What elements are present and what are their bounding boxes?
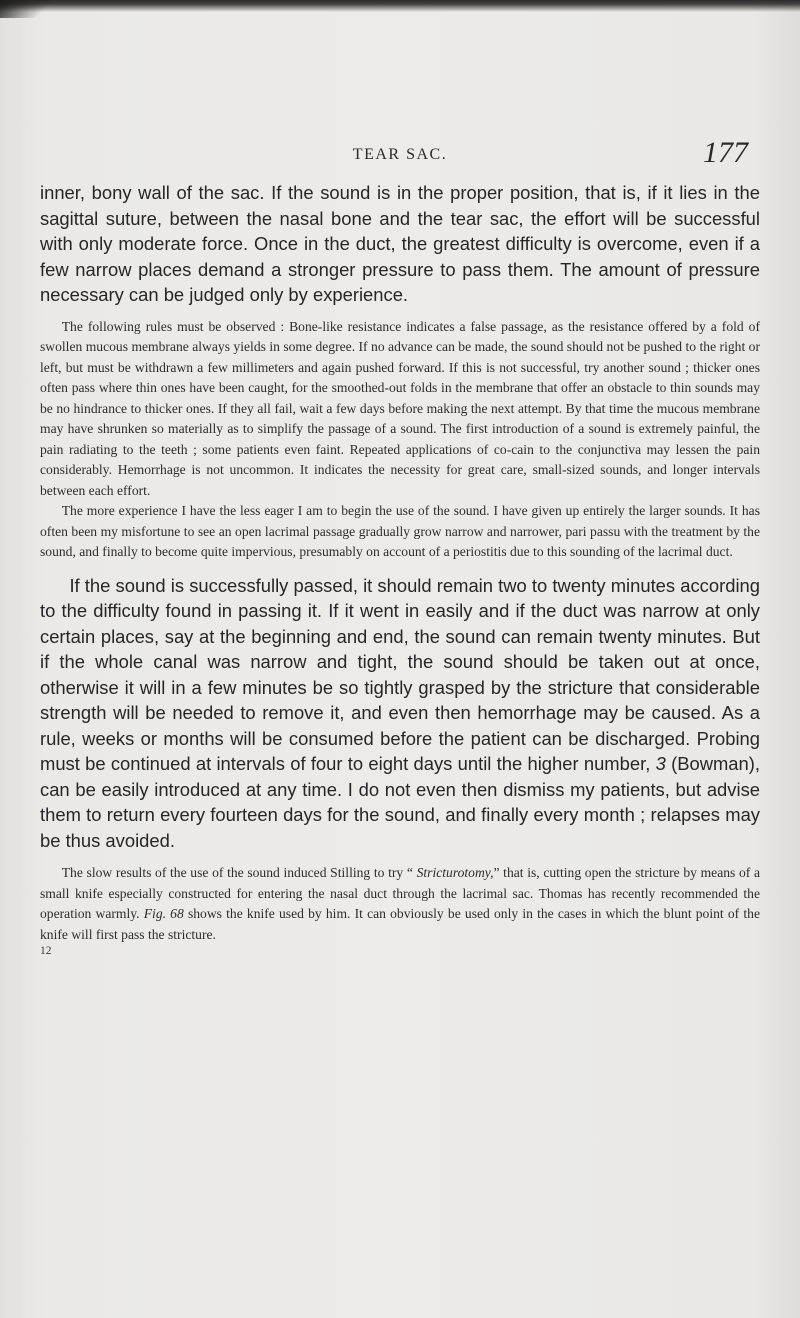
scan-edge-shadow (0, 0, 800, 12)
figure-reference: Fig. 68 (143, 906, 184, 921)
sound-number: 3 (655, 753, 666, 774)
signature-mark: 12 (40, 945, 52, 957)
paragraph-main-2-text-a: If the sound is successfully passed, it should remain two to twenty minutes according to the difficulty found in passing it. If it went in easily and if the duct was narrow at only certain places, say at the beginning and end, the sound can remain twenty minutes. But if the whole canal was narrow and tight, the sound should be taken out at once, otherwise it will in a few minutes be so tightly grasped by the stricture that considerable strength will be needed to remove it, and even then hemorrhage may be caused. As a rule, weeks or months will be consumed before the patient can be discharged. Probing must be continued at intervals of four to eight days until the higher number, (40, 574, 760, 774)
scan-corner-shadow (0, 0, 60, 18)
paragraph-small-1: The following rules must be observed : Bone-like resistance indicates a false passage, as the resistance offered by a fold of swollen mucous membrane always yields in some degree. If no advance can be made, the sound should not be pushed to the right or left, but must be withdrawn a few millimeters and again pushed forward. If this is not successful, try another sound ; thicker ones often pass where thin ones have been caught, for the smoothed-out folds in the membrane that offer an obstacle to thin sounds may be no hindrance to thicker ones. If they all fail, wait a few days before making the next attempt. By that time the mucous membrane may have shrunken so materially as to simplify the passage of a sound. The first introduction of a sound is extremely painful, the pain radiating to the teeth ; some patients even faint. Repeated applications of co-cain to the conjunctiva may lessen the pain considerably. Hemorrhage is not uncommon. It indicates the necessity for great care, small-sized sounds, and longer intervals between each effort. (40, 318, 760, 498)
stricturotomy-term: Stricturotomy, (416, 865, 494, 880)
page-header (40, 134, 760, 169)
paragraph-small-3-text-c: shows the knife used by him. It can obviously be used only in the cases in which the blunt point of the knife will first pass the stricture. (40, 906, 760, 942)
paragraph-small-3-text-a: The slow results of the use of the sound induced Stilling to try “ (61, 865, 417, 880)
running-title: TEAR SAC. (352, 146, 448, 163)
paragraph-main-2 (40, 573, 760, 854)
page-content (40, 180, 760, 957)
paragraph-small-3-text-b: ” that is, cutting open the stricture by means of a small knife especially constructed for entering the nasal duct through the lacrimal sac. Thomas has recently recommended the operation warmly. (40, 865, 760, 921)
paragraph-main-1: inner, bony wall of the sac. If the sound is in the proper position, that is, if it lies in the sagittal suture, between the nasal bone and the tear sac, the effort will be successful with only moderate force. Once in the duct, the greatest difficulty is overcome, even if a few narrow places demand a stronger pressure to pass them. The amount of pressure necessary can be judged only by experience. (40, 182, 760, 305)
paragraph-main-2-text-b: (Bowman), can be easily introduced at any time. I do not even then dismiss my patients, but advise them to return every fourteen days for the sound, and finally every month ; relapses may be thus avoided. (40, 753, 760, 851)
page-number: 177 (703, 136, 748, 169)
paragraph-small-3 (40, 863, 760, 945)
paragraph-small-2: The more experience I have the less eager I am to begin the use of the sound. I have given up entirely the larger sounds. It has often been my misfortune to see an open lacrimal passage gradually grow narrow and narrower, pari passu with the treatment by the sound, and finally to become quite impervious, presumably on account of a periostitis due to this sounding of the lacrimal duct. (40, 503, 760, 559)
